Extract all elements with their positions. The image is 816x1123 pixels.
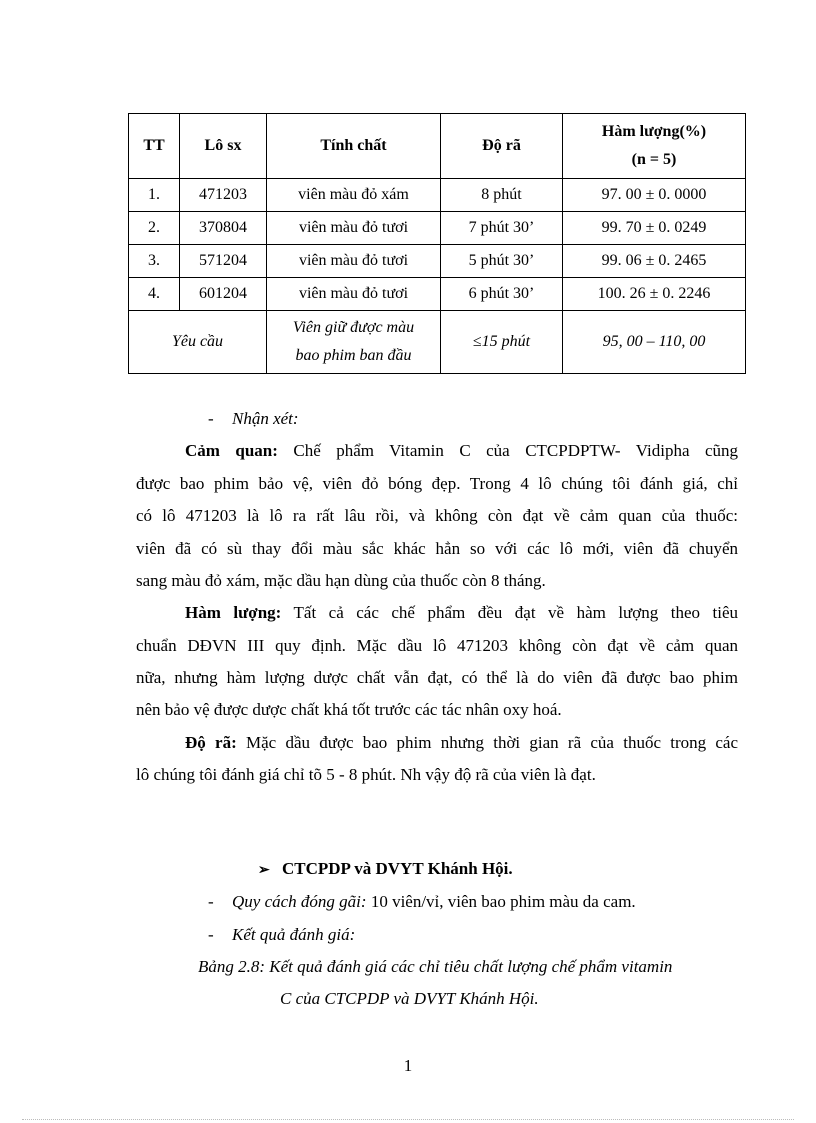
- cell-lo: 601204: [180, 278, 267, 311]
- ham-luong-label: Hàm lượng:: [185, 603, 282, 622]
- requirement-row: [129, 311, 746, 374]
- cam-quan-line-4: viên đã có sù thay đổi màu sắc khác hẳn so với các lô mới, viên đã chuyển: [136, 539, 738, 558]
- page-bottom-divider: [22, 1119, 794, 1120]
- section-heading: [258, 859, 513, 879]
- caption-line-1: Bảng 2.8: Kết quả đánh giá các chỉ tiêu chất lượng chế phẩm vitamin: [198, 957, 673, 976]
- cam-quan-label: Cảm quan:: [185, 441, 278, 460]
- section-title: CTCPDP và DVYT Khánh Hội.: [282, 859, 513, 878]
- header-lo-sx: Lô sx: [180, 114, 267, 179]
- header-ham-luong-n: (n = 5): [631, 151, 677, 168]
- do-ra-label: Độ rã:: [185, 733, 237, 752]
- ham-luong-line-2: chuẩn DĐVN III quy định. Mặc dầu lô 471203 không còn đạt về cảm quan: [136, 636, 738, 655]
- table-row: [129, 245, 746, 278]
- nhan-xet-title: Nhận xét:: [232, 409, 299, 428]
- cell-ham-luong: 99. 70 ± 0. 0249: [563, 212, 746, 245]
- header-ham-luong-label: Hàm lượng(%): [601, 123, 707, 140]
- cell-tinh-chat: viên màu đỏ tươi: [267, 245, 441, 278]
- cell-requirement-tinh-chat: [267, 311, 441, 374]
- cell-tt: 4.: [129, 278, 180, 311]
- header-tinh-chat: Tính chất: [267, 114, 441, 179]
- header-tt: TT: [129, 114, 180, 179]
- cam-quan-line-1: Cảm quan: Chế phẩm Vitamin C của CTCPDPTW- Vidipha cũng: [185, 441, 739, 460]
- ham-luong-line-4: nên bảo vệ được dược chất khá tốt trước các tác nhân oxy hoá.: [136, 700, 562, 719]
- header-do-ra: Độ rã: [441, 114, 563, 179]
- requirement-tinh-chat-line2: bao phim ban đầu: [295, 347, 412, 364]
- cell-do-ra: 6 phút 30’: [441, 278, 563, 311]
- cell-requirement-label: Yêu cầu: [129, 311, 267, 374]
- cell-tinh-chat: viên màu đỏ tươi: [267, 278, 441, 311]
- ham-luong-line-3: nữa, nhưng hàm lượng dược chất vẫn đạt, có thể là do viên đã được bao phim: [136, 668, 738, 687]
- cell-lo: 571204: [180, 245, 267, 278]
- ham-luong-line-1: Hàm lượng: Tất cả các chế phẩm đều đạt về hàm lượng theo tiêu: [185, 603, 739, 622]
- bullet-dash: -: [208, 892, 214, 911]
- page-number: 1: [403, 1056, 413, 1075]
- cam-quan-line-3: có lô 471203 là lô ra rất lâu rồi, và không còn đạt về cảm quan của thuốc:: [136, 506, 738, 525]
- cell-ham-luong: 99. 06 ± 0. 2465: [563, 245, 746, 278]
- do-ra-line-2: lô chúng tôi đánh giá chỉ tõ 5 - 8 phút. Nh vậy độ rã của viên là đạt.: [136, 765, 596, 784]
- table-row: [129, 278, 746, 311]
- bullet-dash: -: [208, 925, 214, 944]
- table-row: [129, 212, 746, 245]
- do-ra-line-1: Độ rã: Mặc dầu được bao phim nhưng thời gian rã của thuốc trong các: [185, 733, 739, 752]
- cam-quan-line-5: sang màu đỏ xám, mặc dầu hạn dùng của thuốc còn 8 tháng.: [136, 571, 546, 590]
- cell-ham-luong: 97. 00 ± 0. 0000: [563, 179, 746, 212]
- ket-qua-label: Kết quả đánh giá:: [232, 925, 356, 944]
- cell-do-ra: 8 phút: [441, 179, 563, 212]
- quy-cach-label: Quy cách đóng gãi:: [232, 892, 367, 911]
- table-header-row: [129, 114, 746, 179]
- cell-requirement-do-ra: ≤15 phút: [441, 311, 563, 374]
- cell-do-ra: 5 phút 30’: [441, 245, 563, 278]
- cell-do-ra: 7 phút 30’: [441, 212, 563, 245]
- cam-quan-line-2: được bao phim bảo vệ, viên đỏ bóng đẹp. Trong 4 lô chúng tôi đánh giá, chỉ: [136, 474, 738, 493]
- nhan-xet-heading: [208, 409, 299, 429]
- table-row: [129, 179, 746, 212]
- cell-ham-luong: 100. 26 ± 0. 2246: [563, 278, 746, 311]
- cell-lo: 471203: [180, 179, 267, 212]
- cell-lo: 370804: [180, 212, 267, 245]
- bullet-dash: -: [208, 409, 214, 428]
- quy-cach-value: 10 viên/vỉ, viên bao phim màu da cam.: [366, 892, 636, 911]
- arrow-icon: ➢: [258, 863, 270, 878]
- cell-tt: 2.: [129, 212, 180, 245]
- cell-requirement-ham-luong: 95, 00 – 110, 00: [563, 311, 746, 374]
- cell-tinh-chat: viên màu đỏ xám: [267, 179, 441, 212]
- results-table: [128, 113, 746, 374]
- cell-tt: 3.: [129, 245, 180, 278]
- cell-tinh-chat: viên màu đỏ tươi: [267, 212, 441, 245]
- ket-qua-line: [208, 925, 355, 945]
- header-ham-luong: [563, 114, 746, 179]
- requirement-tinh-chat-line1: Viên giữ được màu: [292, 319, 415, 336]
- quy-cach-line: [208, 892, 636, 912]
- caption-line-2: C của CTCPDP và DVYT Khánh Hội.: [280, 989, 539, 1008]
- cell-tt: 1.: [129, 179, 180, 212]
